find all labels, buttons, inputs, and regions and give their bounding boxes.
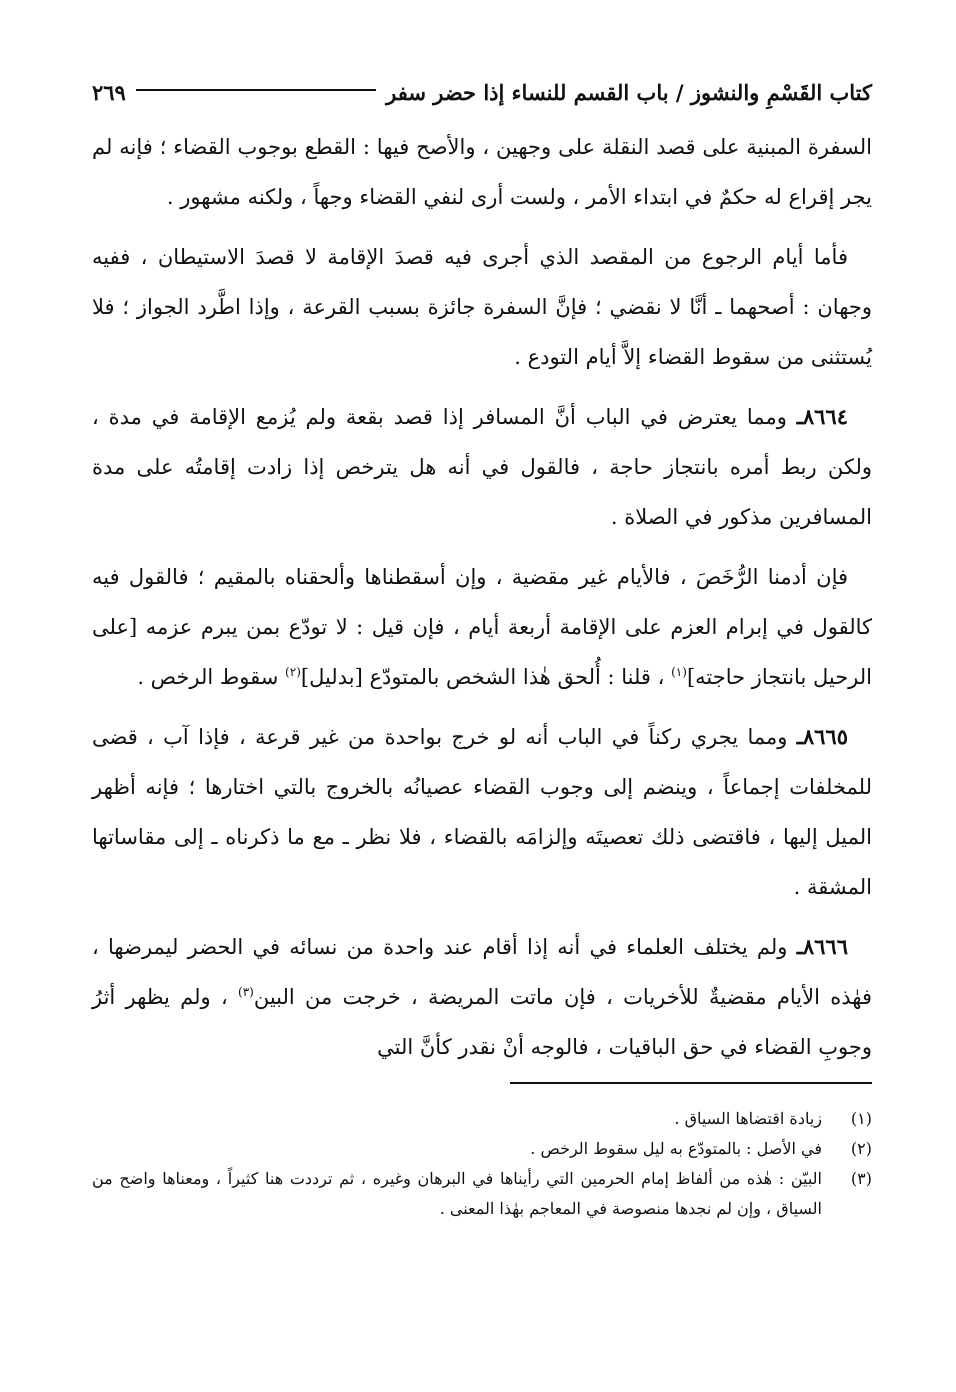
- paragraph-text: السفرة المبنية على قصد النقلة على وجهين ، والأصح فيها : القطع بوجوب القضاء ؛ فإنه لم يجر إقراع له حكمٌ في ابتداء الأمر ، ولست أرى لنفي القضاء وجهاً ، ولكنه مشهور .: [92, 135, 872, 209]
- footnote-text: زيادة اقتضاها السياق .: [674, 1109, 822, 1128]
- header-rule: [136, 89, 376, 91]
- paragraph: [92, 392, 872, 542]
- paragraph-text: ومما يجري ركناً في الباب أنه لو خرج بواحدة من غير قرعة ، فإذا آب ، قضى للمخلفات إجماعاً ، وينضم إلى وجوب القضاء عصيانُه بالخروج بالتي اختارها ؛ فإنه أظهر الميل إليها ، فاقتضى ذلك تعصيتَه وإلزامَه بالقضاء ، فلا نظر ـ مع ما ذكرناه ـ إلى مقاساتها المشقة .: [92, 725, 872, 899]
- paragraph-text: ، قلنا : أُلحق هٰذا الشخص بالمتودّع [بدليل]: [300, 665, 665, 689]
- footnote-number: (٢): [850, 1139, 872, 1158]
- paragraph-text: فأما أيام الرجوع من المقصد الذي أجرى فيه قصدَ الإقامة لا قصدَ الاستيطان ، ففيه وجهان : أصحهما ـ أنَّا لا نقضي ؛ فإنَّ السفرة جائزة بسبب القرعة ، وإذا اطَّرد الجواز ؛ فلا يُستثنى من سقوط القضاء إلاَّ أيام التودع .: [92, 245, 872, 369]
- paragraph: [92, 232, 872, 382]
- footnote-text: في الأصل : بالمتودّع به ليل سقوط الرخص .: [530, 1139, 822, 1158]
- running-header: [92, 72, 872, 112]
- body-text: [92, 122, 872, 1072]
- page-number: ٢٦٩: [92, 79, 126, 105]
- footnotes: [92, 1104, 872, 1224]
- paragraph-text: فإن أدمنا الرُّخَصَ ، فالأيام غير مقضية ، وإن أسقطناها وألحقناه بالمقيم ؛ فالقول فيه كالقول في إبرام العزم على الإقامة أربعة أيام ، فإن قيل : لا تودّع بمن يبرم عزمه [على الرحيل بانتجاز حاجته]: [92, 565, 872, 689]
- footnote-number: (٣): [850, 1169, 872, 1188]
- footnote-text: البيّن : هٰذه من ألفاظ إمام الحرمين التي رأيناها في البرهان وغيره ، ثم ترددت هنا كثيراً ، ومعناها واضح من السياق ، وإن لم نجدها منصوصة في المعاجم بهٰذا المعنى .: [92, 1169, 823, 1218]
- paragraph-text: ، ولم يظهر أثرُ وجوبِ القضاء في حق الباقيات ، فالوجه أنْ نقدر كأنَّ التي: [92, 985, 872, 1059]
- paragraph-number: ٨٦٦٤ـ: [796, 404, 848, 429]
- header-title: كتاب القَسْمِ والنشوز / باب القسم للنساء إذا حضر سفر: [386, 79, 872, 105]
- paragraph-text: سقوط الرخص .: [137, 665, 279, 689]
- paragraph-number: ٨٦٦٥ـ: [796, 724, 848, 749]
- paragraph: [92, 552, 872, 702]
- footnote-ref[interactable]: (٢): [285, 665, 301, 679]
- paragraph: [92, 712, 872, 912]
- footnote-ref[interactable]: (٣): [238, 985, 254, 999]
- footnote-number: (١): [850, 1109, 872, 1128]
- footnote: [92, 1164, 872, 1224]
- footnote: [92, 1134, 872, 1164]
- paragraph: [92, 122, 872, 222]
- footnote-divider: [510, 1082, 872, 1084]
- paragraph: [92, 922, 872, 1072]
- footnote: [92, 1104, 872, 1134]
- paragraph-text: ولم يختلف العلماء في أنه إذا أقام عند واحدة من نسائه في الحضر ليمرضها ، فهٰذه الأيام مقضيةٌ للأخريات ، فإن ماتت المريضة ، خرجت من البين: [92, 935, 872, 1009]
- paragraph-text: ومما يعترض في الباب أنَّ المسافر إذا قصد بقعة ولم يُزمع الإقامة في مدة ، ولكن ربط أمره بانتجاز حاجة ، فالقول في أنه هل يترخص إذا زادت إقامتُه على مدة المسافرين مذكور في الصلاة .: [92, 405, 872, 529]
- paragraph-number: ٨٦٦٦ـ: [796, 934, 848, 959]
- document-page: [92, 72, 872, 1362]
- footnote-ref[interactable]: (١): [671, 665, 687, 679]
